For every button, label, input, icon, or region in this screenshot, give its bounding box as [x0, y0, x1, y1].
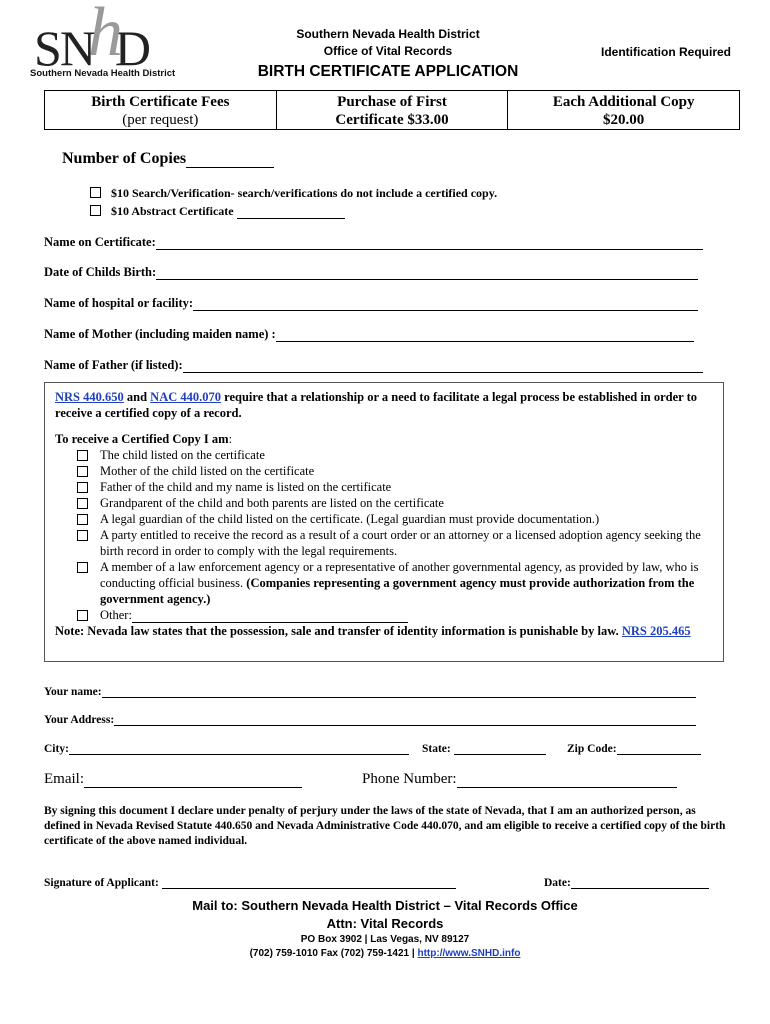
- additional-copy-price: $20.00: [603, 112, 645, 128]
- fee-cell-additional: [507, 91, 739, 129]
- date-field: [544, 877, 709, 889]
- signature-field: [44, 877, 456, 889]
- email-label: Email:: [44, 771, 84, 787]
- other-label: Other:: [100, 608, 132, 622]
- phone-label: Phone Number:: [362, 771, 457, 787]
- legal-note: [55, 623, 711, 639]
- fee-subheading: (per request): [122, 112, 199, 128]
- state-input[interactable]: [454, 754, 546, 755]
- your-name-input[interactable]: [102, 697, 696, 698]
- name-on-cert-input[interactable]: [156, 249, 703, 250]
- eligibility-checkbox[interactable]: [77, 498, 88, 509]
- eligibility-item: [55, 527, 711, 559]
- fee-cell-fees: [45, 91, 276, 129]
- your-address-label: Your Address:: [44, 714, 115, 726]
- phone-fax: (702) 759-1010 Fax (702) 759-1421 |: [249, 948, 418, 959]
- legal-and: and: [123, 390, 151, 404]
- copies-field: [62, 150, 274, 168]
- legal-intro-text: require that a relationship or a need to facilitate a legal process be established in order to receive a certified copy of a record: [55, 390, 698, 420]
- state-label: State:: [422, 743, 451, 755]
- hospital-input[interactable]: [193, 310, 698, 311]
- receive-heading-text: To receive a Certified Copy I am: [55, 432, 229, 446]
- phone-input[interactable]: [457, 787, 677, 788]
- logo-letters: SNhD: [34, 0, 150, 76]
- eligibility-item: [55, 447, 711, 463]
- eligibility-box: [44, 382, 724, 662]
- other-input[interactable]: [132, 622, 408, 623]
- zip-input[interactable]: [617, 754, 701, 755]
- eligibility-item: [55, 495, 711, 511]
- receive-heading: To receive a Certified Copy I am:: [55, 432, 233, 446]
- option-search: [90, 186, 497, 201]
- date-input[interactable]: [571, 888, 709, 889]
- fee-heading: Birth Certificate Fees: [91, 94, 230, 110]
- website-link[interactable]: http://www.SNHD.info: [417, 948, 521, 959]
- mailing-address: PO Box 3902 | Las Vegas, NV 89127: [300, 934, 470, 945]
- search-checkbox[interactable]: [90, 187, 101, 198]
- phone-field: [362, 771, 677, 788]
- option-abstract-label: $10 Abstract Certificate: [111, 204, 234, 218]
- city-label: City:: [44, 743, 69, 755]
- abstract-checkbox[interactable]: [90, 205, 101, 216]
- eligibility-item: [55, 463, 711, 479]
- eligibility-item-label: A legal guardian of the child listed on the certificate. (Legal guardian must provide documentation.): [100, 512, 600, 526]
- city-field: [44, 743, 409, 755]
- logo-subtitle: Southern Nevada Health District: [30, 68, 176, 79]
- dob-field: [44, 265, 698, 280]
- id-required: Identification Required: [600, 45, 731, 59]
- zip-label: Zip Code:: [567, 743, 617, 755]
- first-copy-label: Purchase of First: [337, 94, 447, 110]
- email-input[interactable]: [84, 787, 302, 788]
- email-field: [44, 771, 302, 788]
- attn: Attn: Vital Records: [326, 916, 444, 931]
- eligibility-item-label: A party entitled to receive the record as a result of a court order or an attorney or a licensed adoption agency seeking the birth record in order to comply with the legal requirements.: [100, 528, 701, 558]
- eligibility-item-label: Grandparent of the child and both parents are listed on the certificate: [100, 496, 444, 510]
- copies-input-line[interactable]: [186, 167, 274, 168]
- eligibility-checkbox[interactable]: [77, 562, 88, 573]
- hospital-field: [44, 296, 698, 311]
- dob-input[interactable]: [156, 279, 698, 280]
- father-input[interactable]: [183, 372, 703, 373]
- option-search-label: $10 Search/Verification- search/verifications do not include a certified copy.: [111, 186, 498, 200]
- option-abstract: [90, 204, 345, 219]
- eligibility-checkbox[interactable]: [77, 610, 88, 621]
- eligibility-item-other: [55, 607, 711, 623]
- signature-input[interactable]: [162, 888, 456, 889]
- name-on-cert-label: Name on Certificate:: [44, 235, 156, 249]
- law-enforcement-text: A member of a law enforcement agency or a representative of another governmental agency, as provided by law, who is conducting official business.: [100, 560, 699, 590]
- signature-label: Signature of Applicant:: [44, 877, 159, 889]
- eligibility-checkbox[interactable]: [77, 514, 88, 525]
- fee-cell-first: [276, 91, 508, 129]
- your-address-input[interactable]: [114, 725, 696, 726]
- date-label: Date:: [544, 877, 571, 889]
- mother-input[interactable]: [276, 341, 694, 342]
- eligibility-checkbox[interactable]: [77, 482, 88, 493]
- eligibility-item-label: The child listed on the certificate: [100, 448, 265, 462]
- copies-label: Number of Copies: [62, 150, 187, 167]
- org-name: Southern Nevada Health District: [296, 27, 480, 41]
- your-address-field: [44, 714, 696, 726]
- state-field: [422, 743, 546, 755]
- eligibility-item-law-enforcement: [55, 559, 711, 607]
- mother-field: [44, 327, 694, 342]
- eligibility-checkbox[interactable]: [77, 450, 88, 461]
- your-name-field: [44, 686, 696, 698]
- additional-copy-label: Each Additional Copy: [552, 94, 695, 110]
- mother-label: Name of Mother (including maiden name) :: [44, 327, 276, 341]
- nrs-205-465-link[interactable]: NRS 205.465: [621, 624, 691, 638]
- eligibility-item: [55, 479, 711, 495]
- mail-to: Mail to: Southern Nevada Health District – Vital Records Office: [192, 898, 578, 913]
- perjury-declaration: By signing this document I declare under penalty of perjury under the laws of the state of Nevada, that I am an authorized person, as defined in Nevada Revised Statute 440.650 and Nevada Administrative Code 440.070, and am eligible to receive a certified copy of the birth certificate of the above named individual.: [44, 805, 726, 847]
- eligibility-item-label: Mother of the child listed on the certificate: [100, 464, 315, 478]
- contact-line: [0, 948, 770, 959]
- father-field: [44, 358, 703, 373]
- fee-table: [44, 90, 740, 130]
- name-on-cert-field: [44, 235, 703, 250]
- office-name: Office of Vital Records: [323, 44, 453, 58]
- hospital-label: Name of hospital or facility:: [44, 296, 194, 310]
- page-title: BIRTH CERTIFICATE APPLICATION: [257, 63, 519, 80]
- nrs-440-650-link[interactable]: NRS 440.650: [55, 390, 124, 404]
- zip-field: [567, 743, 701, 755]
- snhd-logo: [30, 0, 176, 82]
- first-copy-price: Certificate $33.00: [335, 112, 449, 128]
- father-label: Name of Father (if listed):: [44, 358, 183, 372]
- your-name-label: Your name:: [44, 686, 102, 698]
- eligibility-item-label: Father of the child and my name is listed on the certificate: [100, 480, 392, 494]
- abstract-input-line[interactable]: [237, 218, 345, 219]
- city-input[interactable]: [69, 754, 409, 755]
- eligibility-item: [55, 511, 711, 527]
- eligibility-checkbox[interactable]: [77, 530, 88, 541]
- eligibility-checkbox[interactable]: [77, 466, 88, 477]
- dob-label: Date of Childs Birth:: [44, 265, 157, 279]
- legal-intro: NRS 440.650 and NAC 440.070 require that a relationship or a need to facilitate a legal process be established in order to receive a certified copy of a record.: [55, 390, 698, 420]
- legal-note-text: Note: Nevada law states that the possession, sale and transfer of identity information is punishable by law.: [55, 624, 622, 638]
- law-enforcement-note: (Companies representing a government agency must provide authorization from the government agency.): [100, 576, 695, 606]
- nac-440-070-link[interactable]: NAC 440.070: [150, 390, 222, 404]
